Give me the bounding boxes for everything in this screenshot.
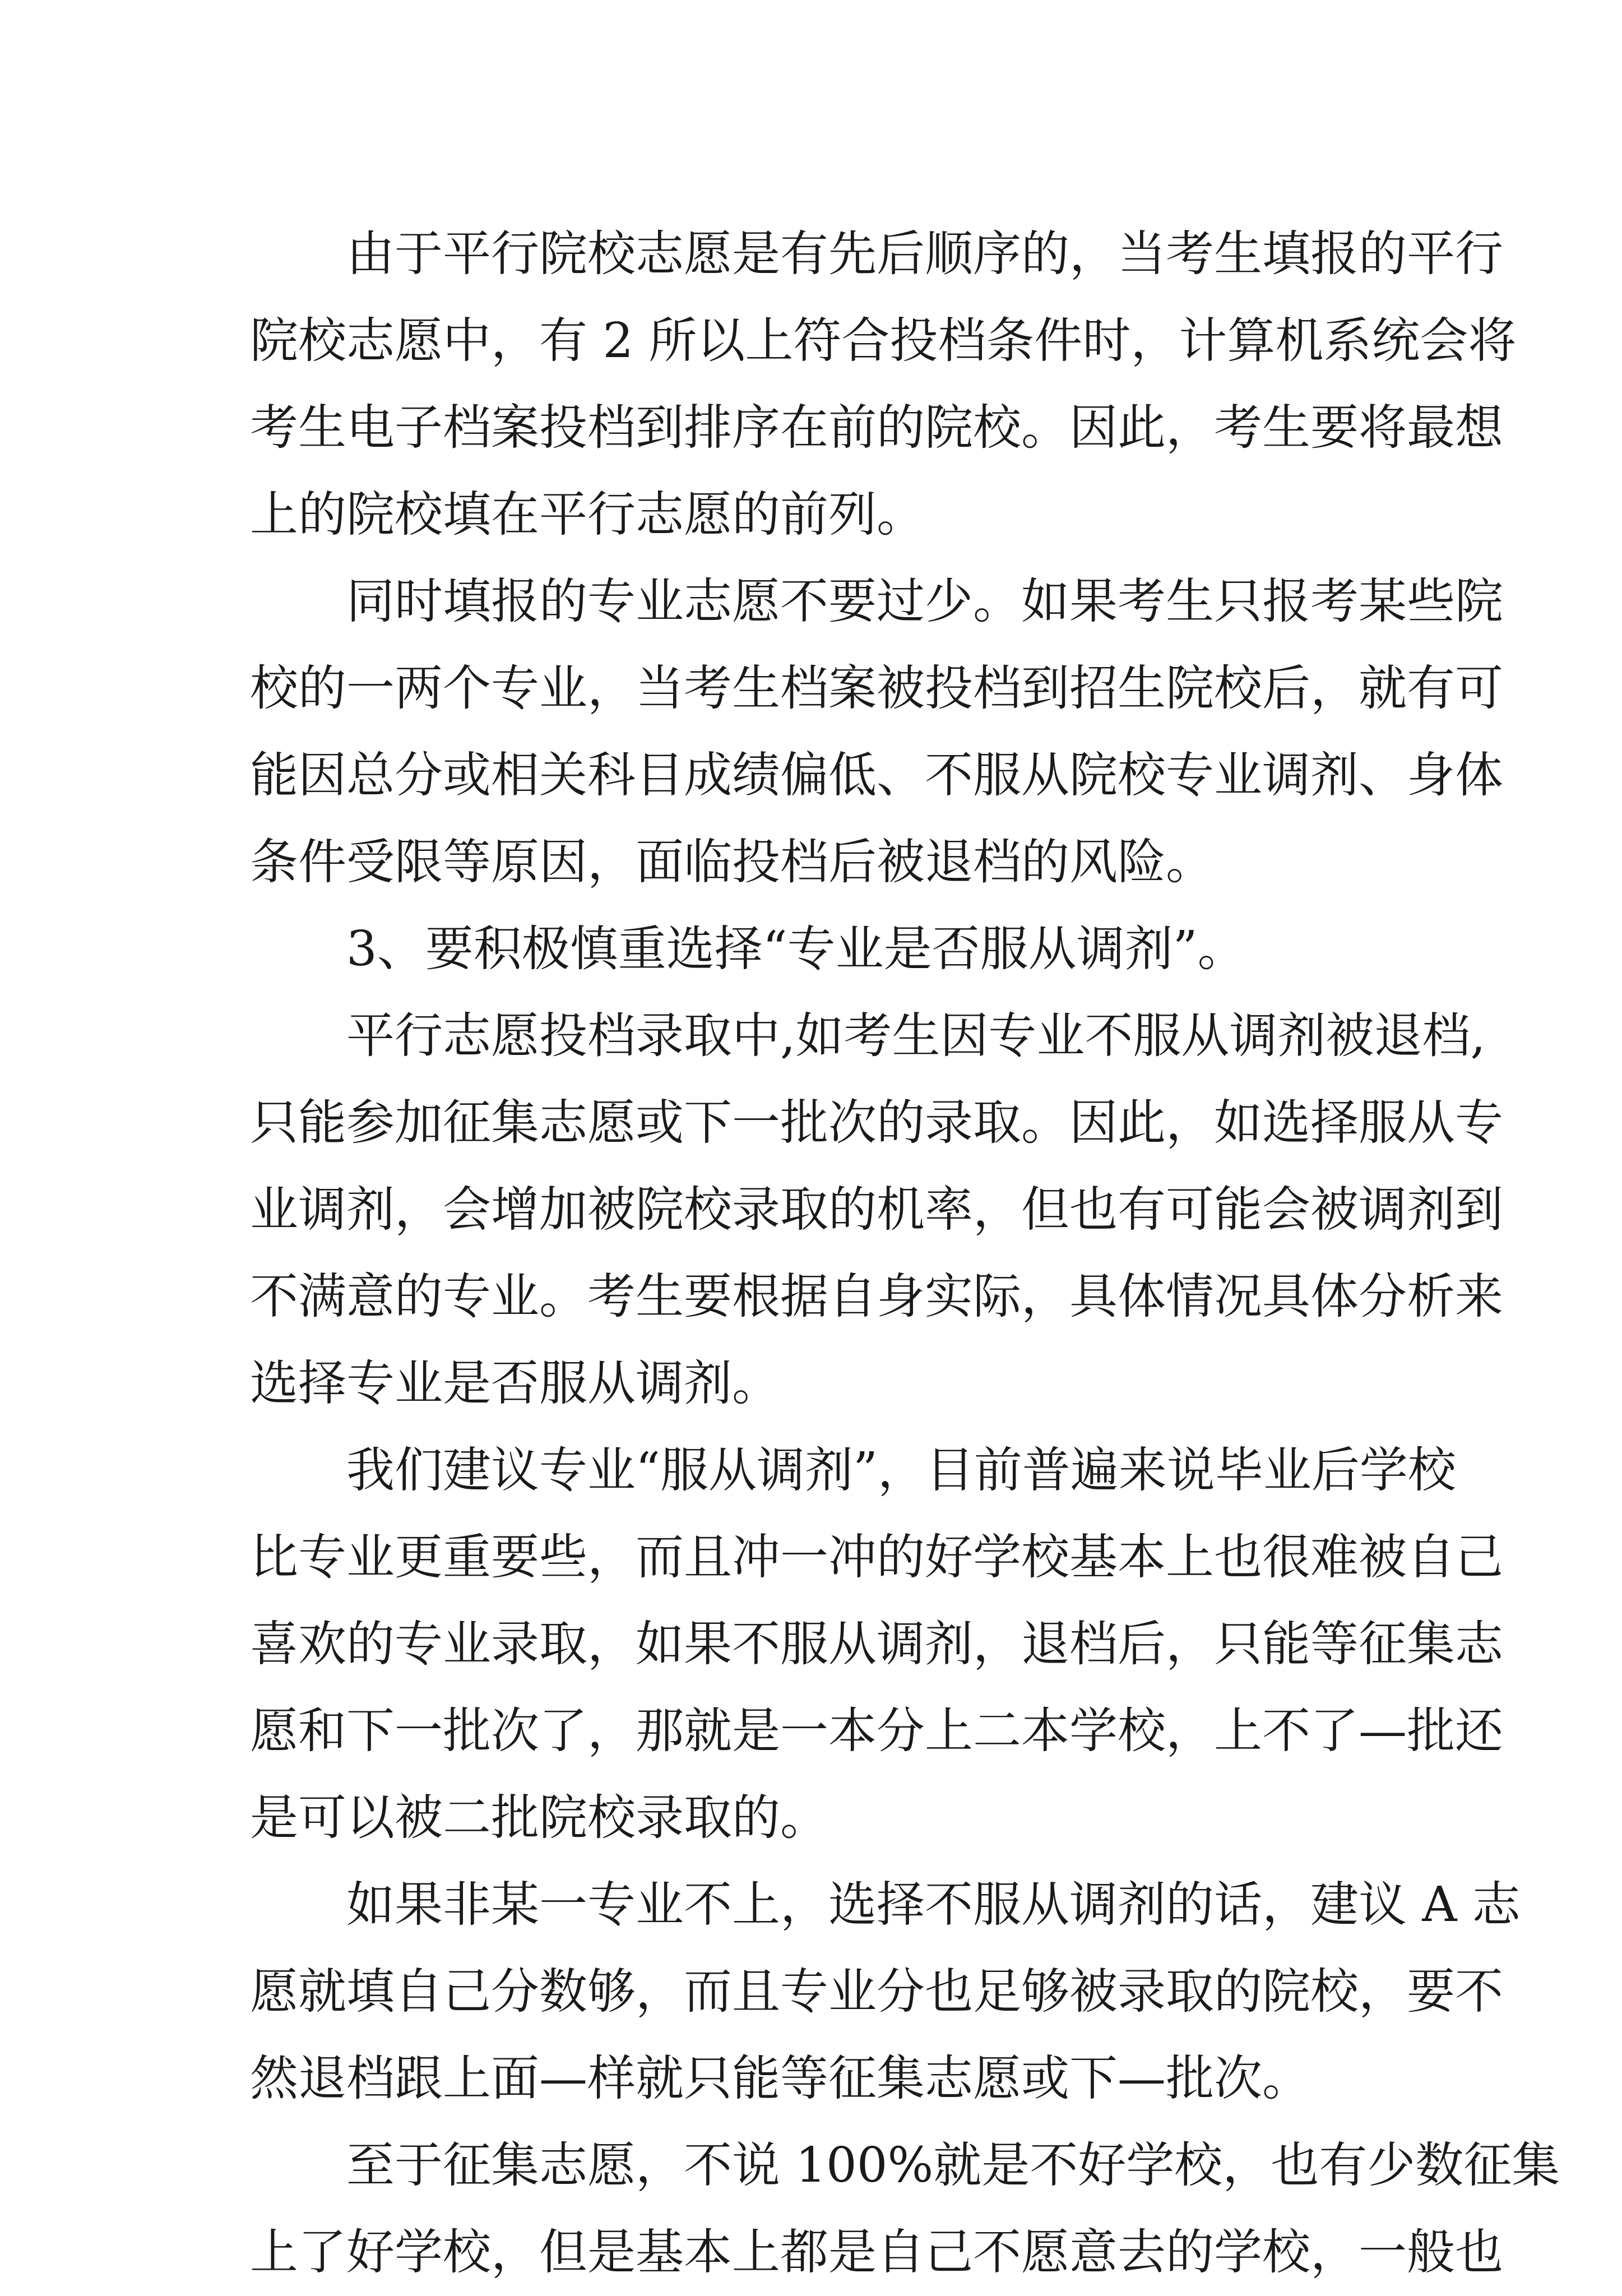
text-line-3: 考生电子档案投档到排序在前的院校。因此，考生要将最想 <box>250 400 1503 456</box>
text-line-15: 我们建议专业“服从调剂”，目前普遍来说毕业后学校 <box>346 1442 1456 1498</box>
text-line-19: 是可以被二批院校录取的。 <box>250 1790 828 1846</box>
text-line-24: 上了好学校，但是基本上都是自己不愿意去的学校，一般也 <box>250 2224 1503 2280</box>
text-line-18: 愿和下一批次了，那就是一本分上二本学校，上不了—批还 <box>250 1703 1503 1759</box>
text-line-5: 同时填报的专业志愿不要过少。如果考生只报考某些院 <box>346 573 1503 629</box>
text-line-21: 愿就填自己分数够，而且专业分也足够被录取的院校，要不 <box>250 1964 1503 2020</box>
text-line-10: 平行志愿投档录取中,如考生因专业不服从调剂被退档, <box>346 1008 1486 1064</box>
text-line-14: 选择专业是否服从调剂。 <box>250 1355 780 1411</box>
text-line-1: 由于平行院校志愿是有先后顺序的，当考生填报的平行 <box>346 226 1503 282</box>
text-line-23: 至于征集志愿，不说 100%就是不好学校，也有少数征集 <box>346 2137 1560 2193</box>
text-line-13: 不满意的专业。考生要根据自身实际，具体情况具体分析来 <box>250 1269 1503 1325</box>
text-line-22: 然退档跟上面—样就只能等征集志愿或下—批次。 <box>250 2050 1310 2107</box>
document-body <box>250 211 1560 2296</box>
text-line-16: 比专业更重要些，而且冲一冲的好学校基本上也很难被自己 <box>250 1529 1503 1585</box>
section-heading-3: 3、要积极慎重选择“专业是否服从调剂”。 <box>346 921 1246 977</box>
text-line-8: 条件受限等原因，面临投档后被退档的风险。 <box>250 834 1214 890</box>
text-line-17: 喜欢的专业录取，如果不服从调剂，退档后，只能等征集志 <box>250 1616 1503 1672</box>
text-line-20: 如果非某一专业不上，选择不服从调剂的话，建议 A 志 <box>346 1877 1521 1933</box>
text-line-4: 上的院校填在平行志愿的前列。 <box>250 487 925 543</box>
text-line-6: 校的一两个专业，当考生档案被投档到招生院校后，就有可 <box>250 660 1503 716</box>
text-line-2: 院校志愿中，有 2 所以上符合投档条件时，计算机系统会将 <box>250 313 1517 369</box>
text-line-12: 业调剂，会增加被院校录取的机率，但也有可能会被调剂到 <box>250 1182 1503 1238</box>
text-line-7: 能因总分或相关科目成绩偏低、不服从院校专业调剂、身体 <box>250 747 1503 803</box>
text-line-11: 只能参加征集志愿或下一批次的录取。因此，如选择服从专 <box>250 1095 1503 1151</box>
